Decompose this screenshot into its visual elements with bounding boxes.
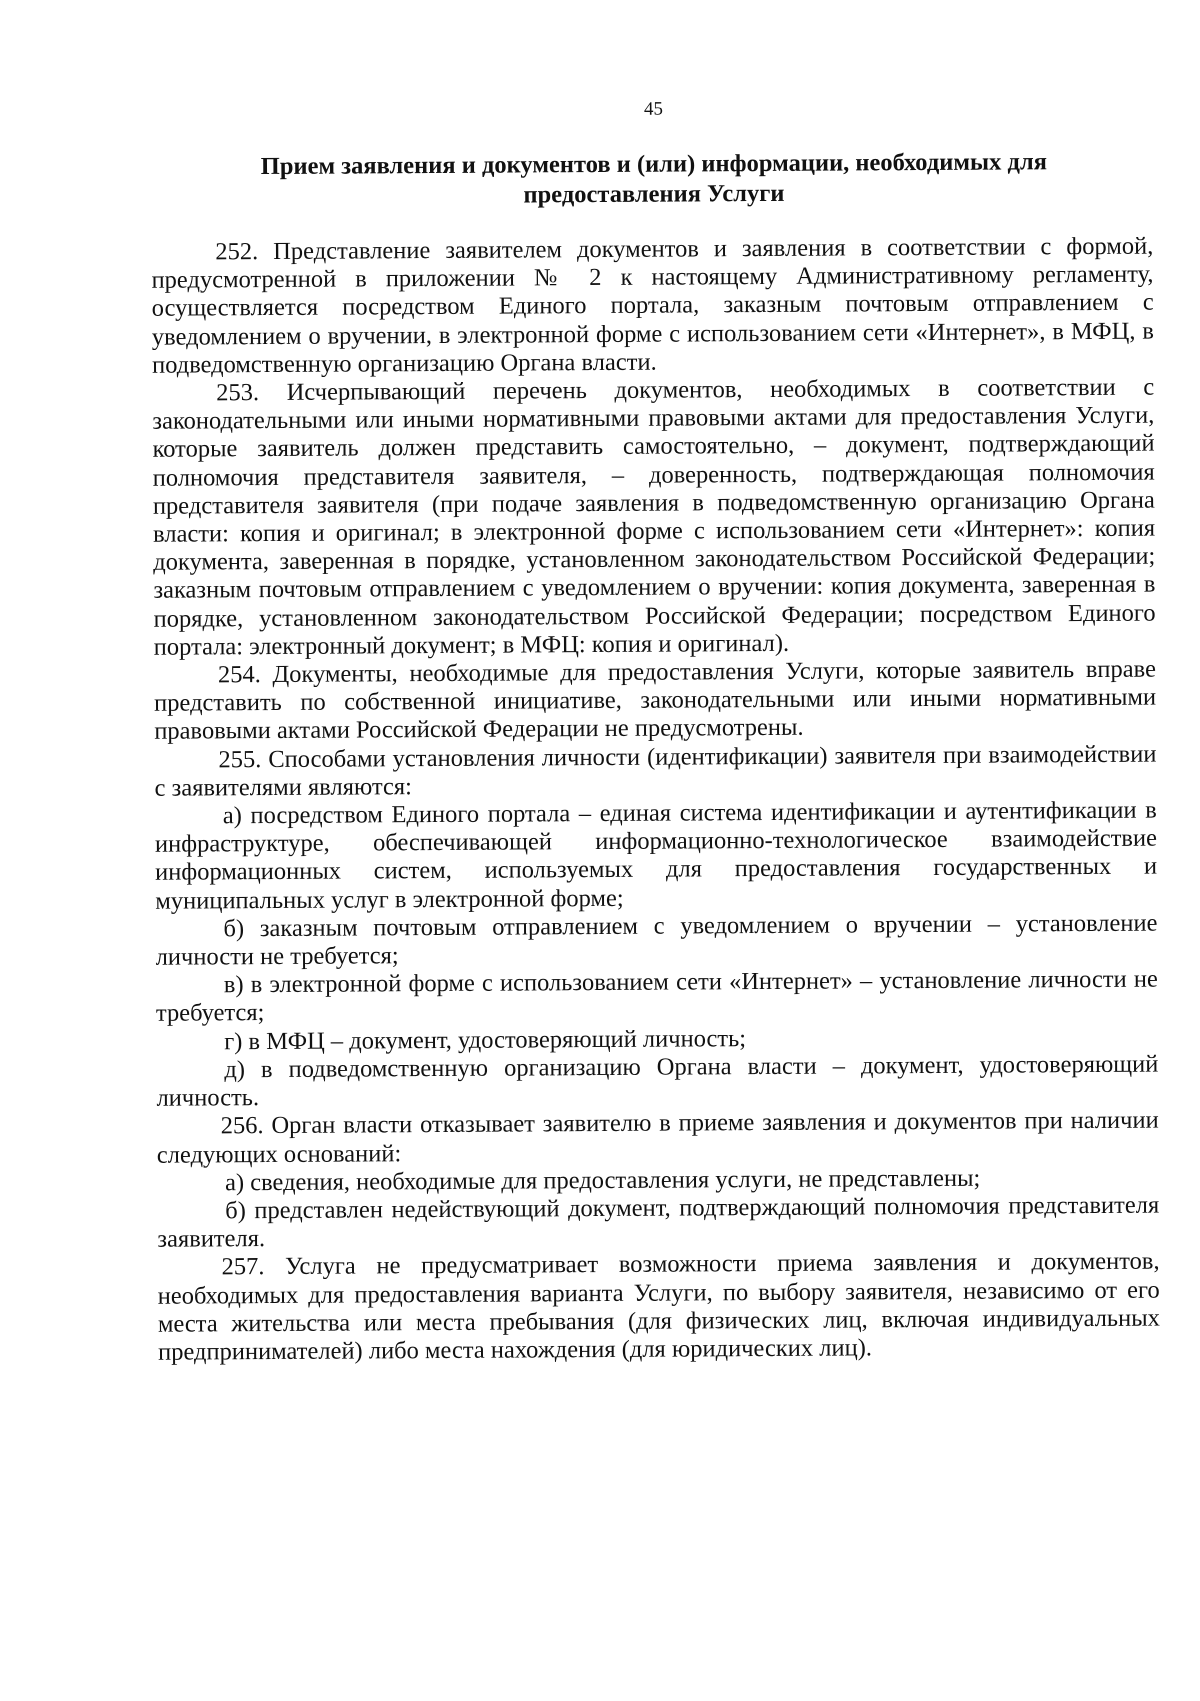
list-item-255-b: б) заказным почтовым отправлением с уведомлением о вручении – установление личности не требуется; xyxy=(155,909,1158,971)
section-title: Прием заявления и документов и (или) информации, необходимых для предоставления Услуги xyxy=(260,148,1047,209)
list-item-256-b: б) представлен недействующий документ, подтверждающий полномочия представителя заявителя. xyxy=(157,1191,1160,1253)
list-item-255-e: д) в подведомственную организацию Органа власти – документ, удостоверяющий личность. xyxy=(156,1050,1159,1112)
list-item-255-c: в) в электронной форме с использованием сети «Интернет» – установление личности не требуется; xyxy=(155,965,1158,1028)
paragraph-253: 253. Исчерпывающий перечень документов, необходимых в соответствии с законодательными или иными нормативными правовыми актами для предоставления Услуги, которые заявитель должен представить самостоятельно, – документ, подтверждающий полномочия представителя заявителя, – доверенность, подтверждающая полномочия представителя заявителя (при подаче заявления в подведомственную организацию Органа власти: копия и оригинал; в электронной форме с использованием сети «Интернет»: копия документа, заверенная в порядке, установленном законодательством Российской Федерации; заказным почтовым отправлением с уведомлением о вручении: копия документа, заверенная в порядке, установленном законодательством Российской Федерации; посредством Единого портала: электронный документ; в МФЦ: копия и оригинал). xyxy=(152,373,1156,661)
list-item-256-a: а) сведения, необходимые для предоставления услуги, не представлены; xyxy=(224,1164,981,1196)
paragraph-256: 256. Орган власти отказывает заявителю в приеме заявления и документов при наличии следующих оснований: xyxy=(156,1106,1159,1169)
paragraph-257: 257. Услуга не предусматривает возможности приема заявления и документов, необходимых для предоставления варианта Услуги, по выбору заявителя, независимо от его места жительства или места пребывания (для физических лиц, включая индивидуальных предпринимателей) либо места нахождения (для юридических лиц). xyxy=(157,1247,1160,1366)
paragraph-252: 252. Представление заявителем документов и заявления в соответствии с формой, предусмотренной в приложении № 2 к настоящему Административному регламенту, осуществляется посредством Единого портала, заказным почтовым отправлением с уведомлением о вручении, в электронной форме с использованием сети «Интернет», в МФЦ, в подведомственную организацию Органа власти. xyxy=(151,232,1154,379)
list-item-255-a: а) посредством Единого портала – единая система идентификации и аутентификации в инфраструктуре, обеспечивающей информационно-технологическое взаимодействие информационных систем, используемых для предоставления государственных и муниципальных услуг в электронной форме; xyxy=(154,796,1158,915)
page-number: 45 xyxy=(643,98,664,120)
paragraph-254: 254. Документы, необходимые для предоставления Услуги, которые заявитель вправе представить по собственной инициативе, законодательными или иными нормативными правовыми актами Российской Федерации не предусмотрены. xyxy=(154,655,1157,746)
list-item-255-d: г) в МФЦ – документ, удостоверяющий личность; xyxy=(224,1024,747,1055)
document-body xyxy=(151,233,1160,1367)
paragraph-255: 255. Способами установления личности (идентификации) заявителя при взаимодействии с заявителями являются: xyxy=(154,740,1157,802)
